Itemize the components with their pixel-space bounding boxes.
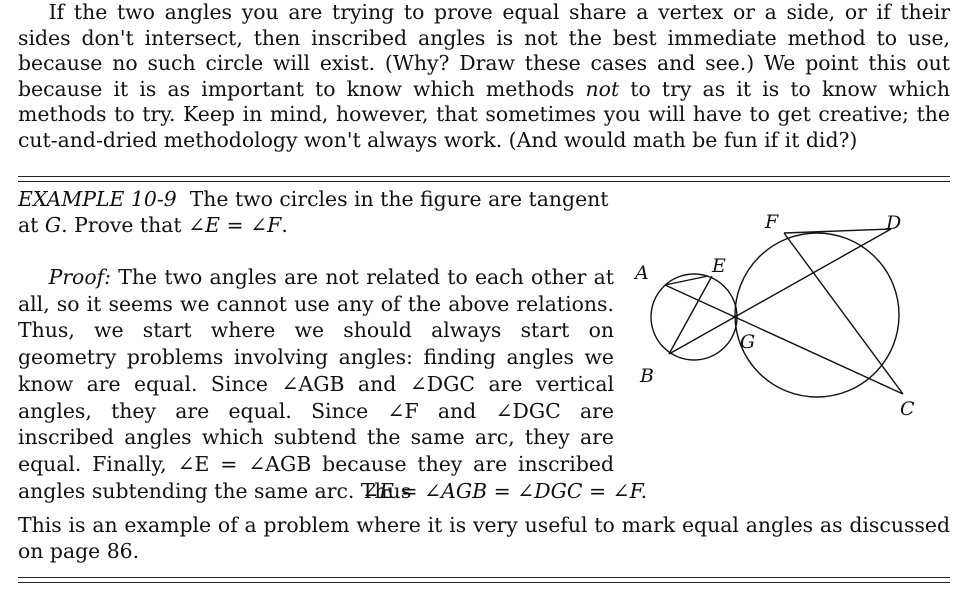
proof-label: Proof: xyxy=(48,265,112,289)
proof-paragraph xyxy=(18,264,614,504)
chord-f-c xyxy=(784,233,903,394)
statement-part-2: . Prove that xyxy=(61,213,189,237)
statement-claim: ∠E = ∠F xyxy=(188,213,282,237)
label-g: G xyxy=(740,331,756,353)
tangent-circles-figure xyxy=(626,200,950,440)
label-e: E xyxy=(712,255,726,277)
statement-end: . xyxy=(281,213,288,237)
intro-text-after: to try as it is to know which methods to try. Keep in mind, however, that sometimes you will have to get creative; the cut-and-dried methodology won't always work. (And would math be fun if it did?) xyxy=(18,76,950,152)
line-b-d xyxy=(669,229,891,354)
top-double-rule xyxy=(18,176,950,182)
large-circle xyxy=(735,233,899,397)
statement-point: G xyxy=(44,213,62,237)
bottom-double-rule xyxy=(18,577,950,583)
intro-paragraph xyxy=(18,0,950,154)
example-statement xyxy=(18,186,618,238)
example-label: EXAMPLE 10-9 xyxy=(18,187,177,211)
chord-f-d xyxy=(784,229,891,233)
line-a-c xyxy=(665,285,903,394)
intro-text: If the two angles you are trying to prove equal share a vertex or a side, or if their sides don't intersect, then inscribed angles is not the best immediate method to use, because no such circle will exist. (Why? Draw these cases and see.) We point this out because it is as important to know which methods xyxy=(18,0,950,101)
label-d: D xyxy=(886,212,902,234)
statement-part-1: The two circles in the figure are tangent at xyxy=(18,187,609,237)
label-f: F xyxy=(765,211,779,233)
intro-emphasis: not xyxy=(585,76,620,101)
label-a: A xyxy=(635,262,649,284)
proof-equation: ∠E = ∠AGB = ∠DGC = ∠F. xyxy=(362,479,648,503)
closing-paragraph: This is an example of a problem where it is very useful to mark equal angles as discussed on page 86. xyxy=(18,513,950,563)
label-b: B xyxy=(640,365,654,387)
proof-text: The two angles are not related to each other at all, so it seems we cannot use any of the above relations. Thus, we start where we should always start on geometry problems involving angles: finding angles we know are equal. Since ∠AGB and ∠DGC are vertical angles, they are equal. Since ∠F and ∠DGC are inscribed angles which subtend the same arc, they are equal. Finally, ∠E = ∠AGB because they are inscribed angles subtending the same arc. Thus xyxy=(18,265,614,503)
small-circle xyxy=(651,274,737,360)
label-c: C xyxy=(900,398,915,420)
